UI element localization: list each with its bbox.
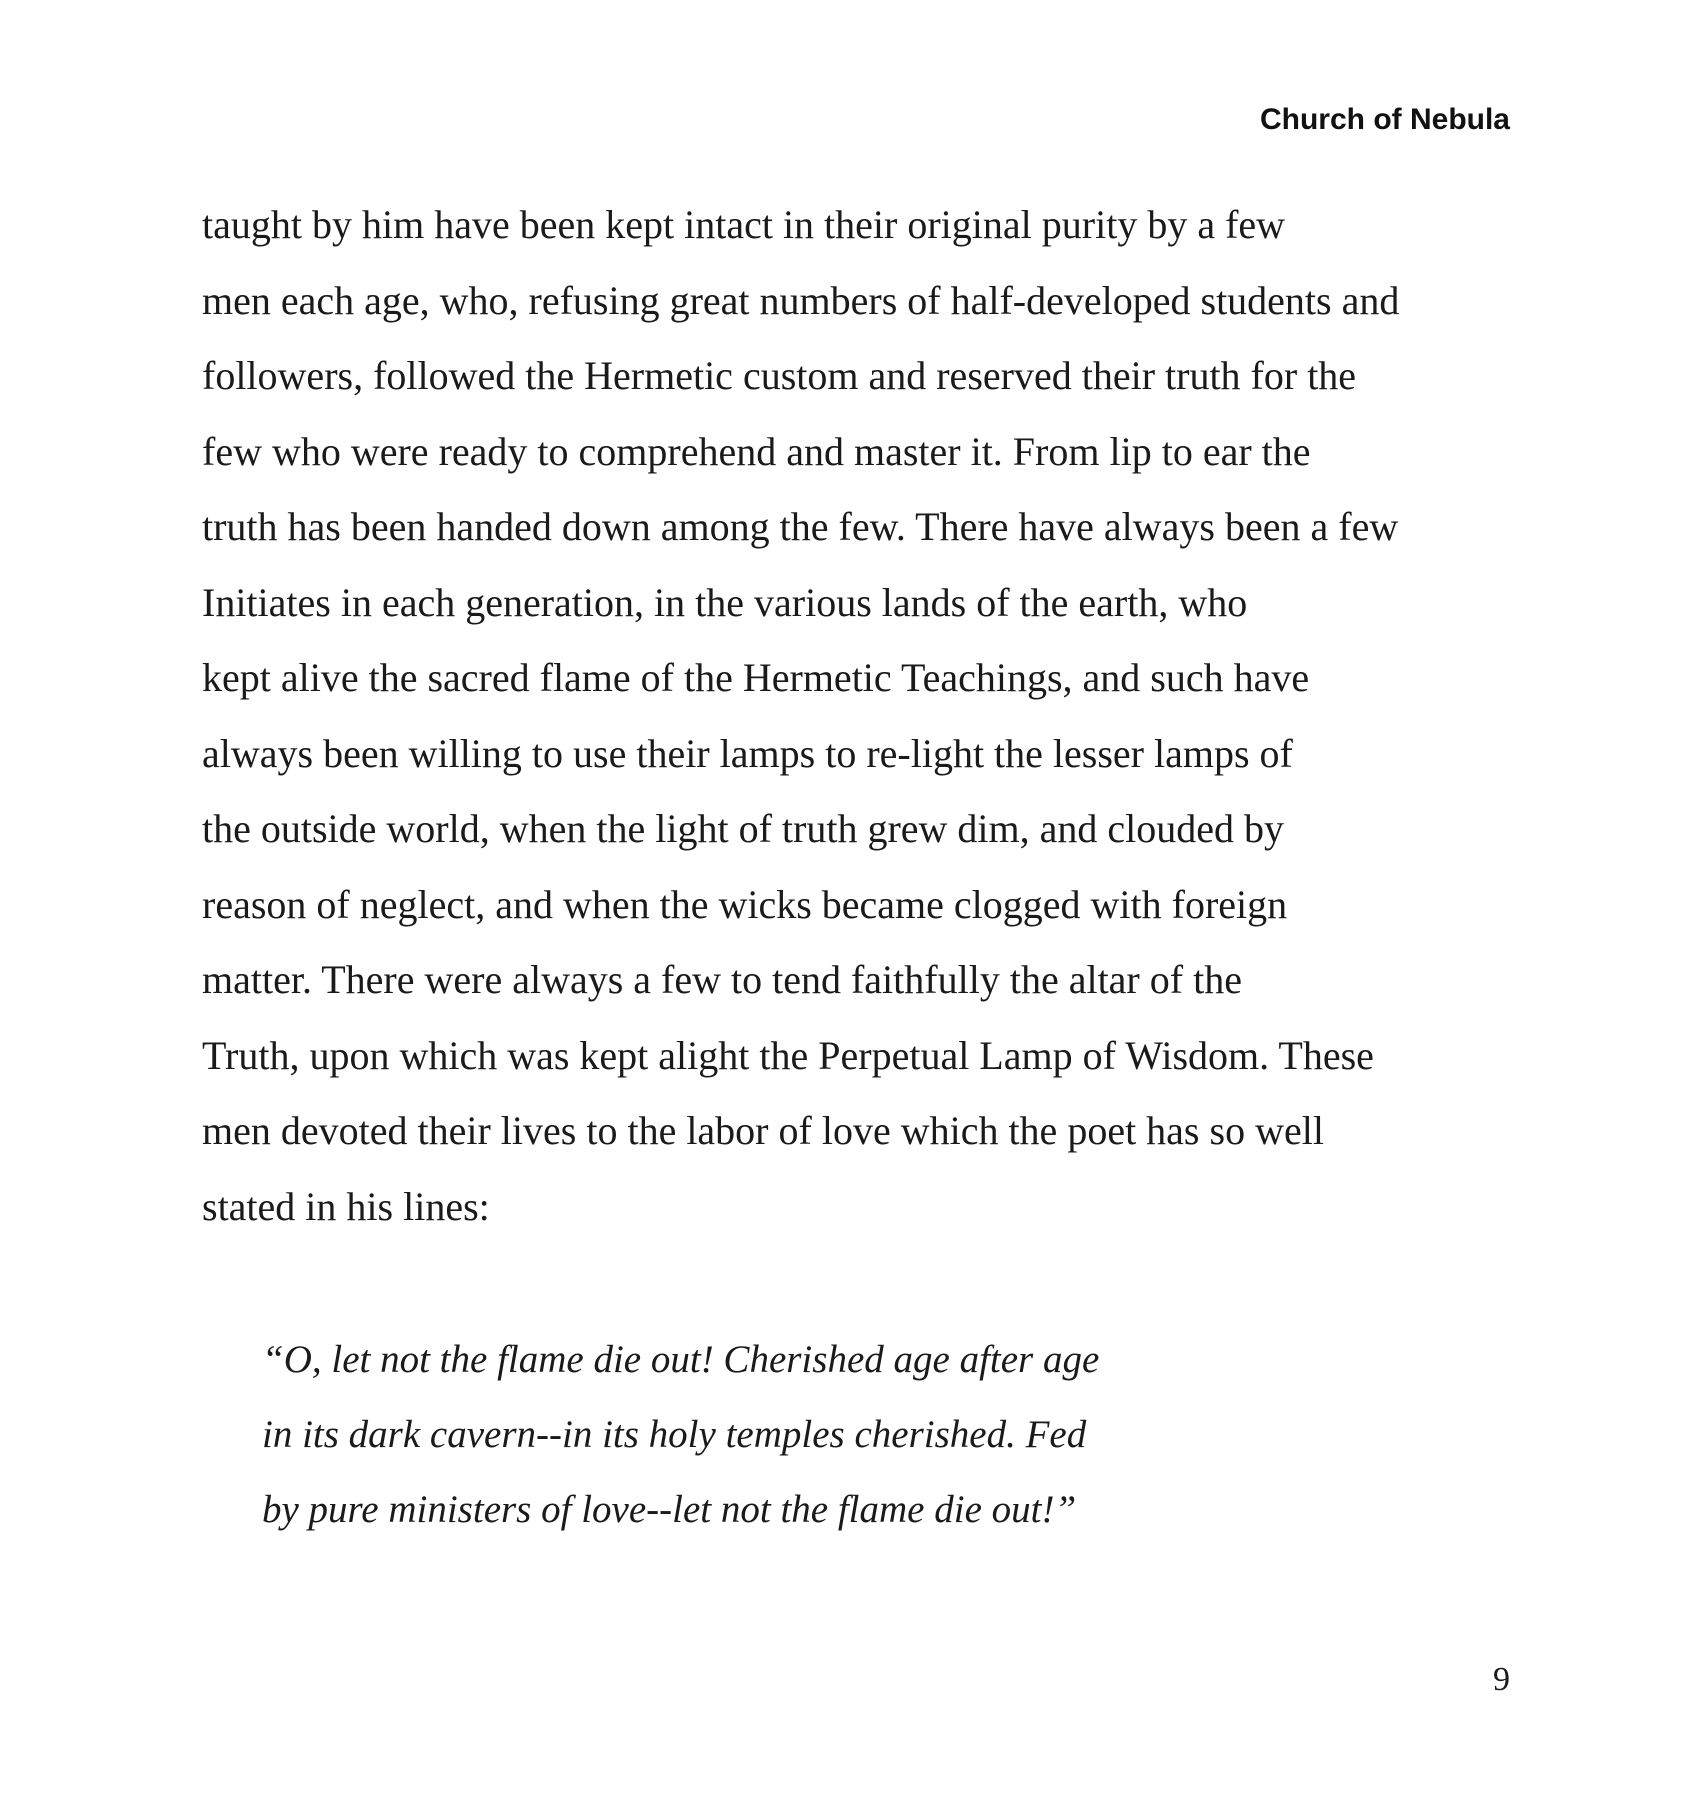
body-line: men devoted their lives to the labor of love which the poet has so well bbox=[202, 1108, 1324, 1153]
running-header: Church of Nebula bbox=[1259, 103, 1510, 136]
quote-line: “O, let not the flame die out! Cherished age after age bbox=[262, 1338, 1100, 1381]
body-line: few who were ready to comprehend and master it. From lip to ear the bbox=[202, 428, 1311, 474]
body-line: followers, followed the Hermetic custom and reserved their truth for the bbox=[202, 353, 1357, 398]
quote-line: by pure ministers of love--let not the flame die out!” bbox=[262, 1488, 1077, 1531]
quote-line: in its dark cavern--in its holy temples cherished. Fed bbox=[262, 1413, 1087, 1456]
body-line: stated in his lines: bbox=[202, 1183, 490, 1229]
body-line: the outside world, when the light of truth grew dim, and clouded by bbox=[202, 806, 1285, 851]
body-line: matter. There were always a few to tend faithfully the altar of the bbox=[202, 957, 1242, 1002]
body-line: always been willing to use their lamps to re-light the lesser lamps of bbox=[202, 730, 1293, 776]
body-paragraph bbox=[202, 187, 1522, 1244]
body-line: taught by him have been kept intact in their original purity by a few bbox=[202, 202, 1286, 247]
page-number: 9 bbox=[1493, 1661, 1510, 1698]
body-line: reason of neglect, and when the wicks became clogged with foreign bbox=[202, 881, 1288, 927]
body-line: truth has been handed down among the few. There have always been a few bbox=[202, 504, 1399, 549]
poem-quote bbox=[262, 1322, 1099, 1547]
body-line: Initiates in each generation, in the various lands of the earth, who bbox=[202, 579, 1248, 625]
body-line: Truth, upon which was kept alight the Perpetual Lamp of Wisdom. These bbox=[202, 1032, 1374, 1078]
body-line: men each age, who, refusing great numbers of half-developed students and bbox=[202, 277, 1400, 323]
body-line: kept alive the sacred flame of the Hermetic Teachings, and such have bbox=[202, 655, 1310, 700]
